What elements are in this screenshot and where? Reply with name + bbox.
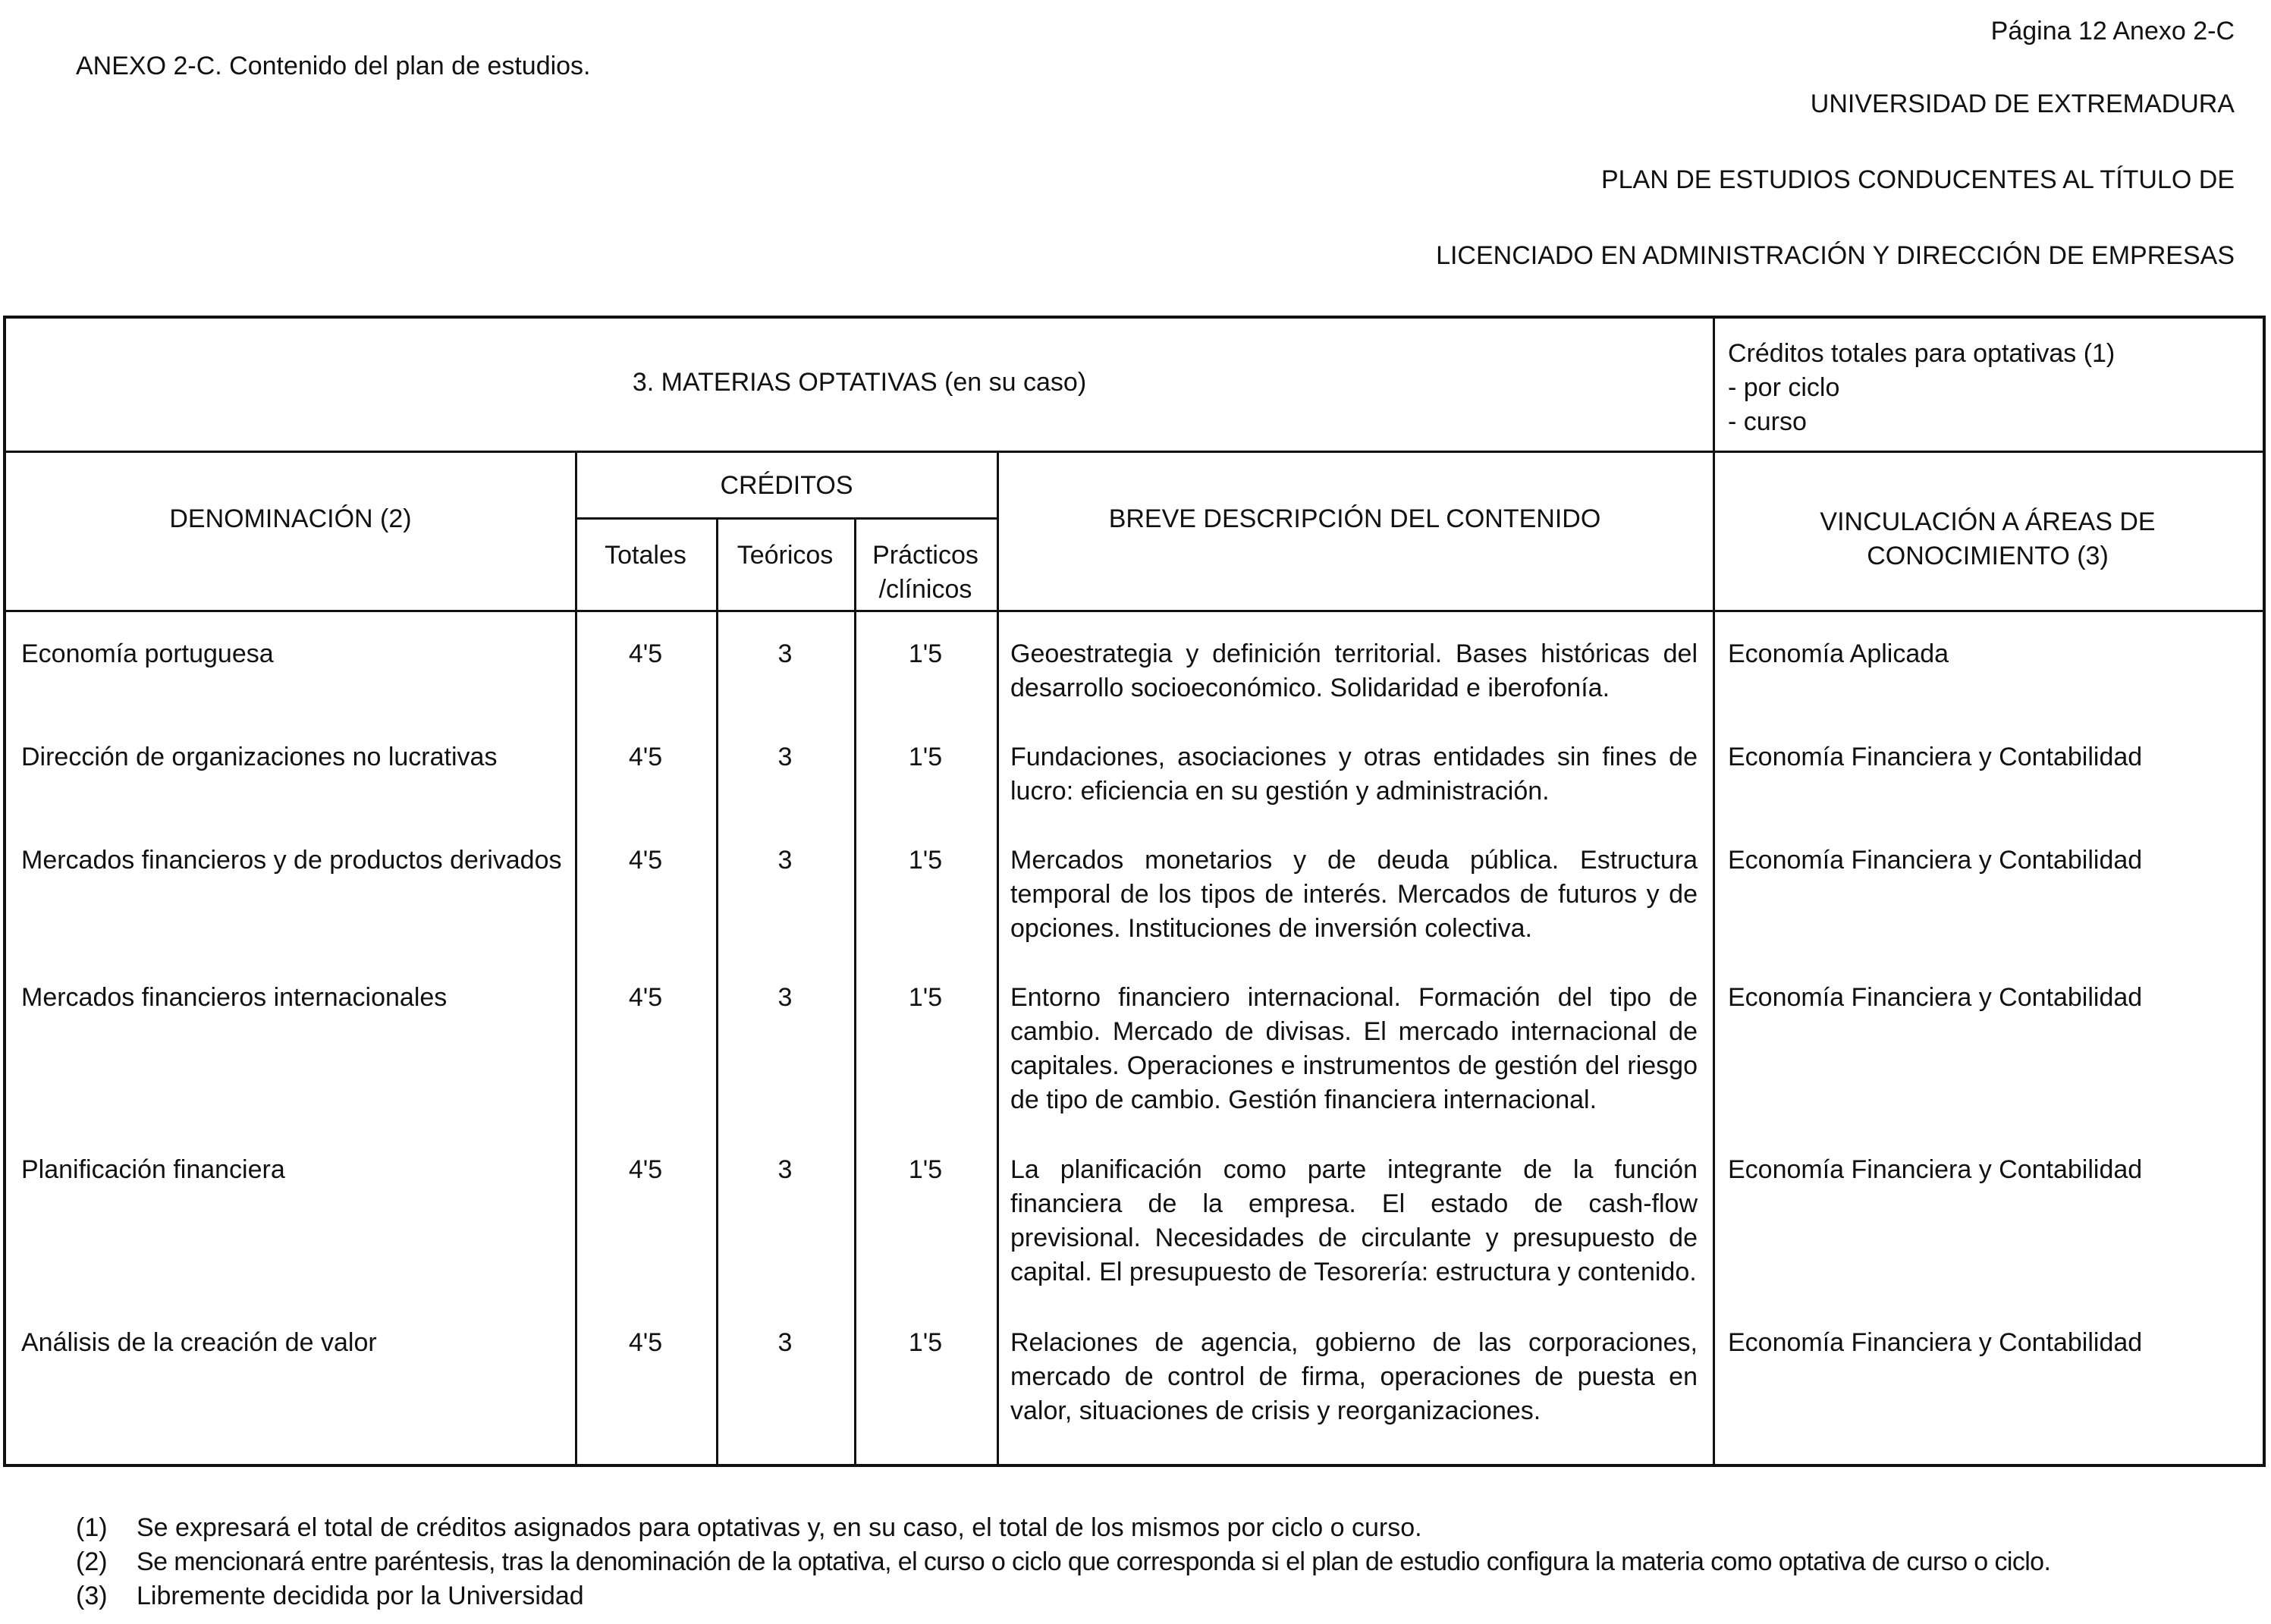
rule-col-totales	[575, 451, 577, 1464]
credits-box-line1: Créditos totales para optativas (1)	[1728, 339, 2116, 368]
row-descripcion: Entorno financiero internacional. Formación del tipo de cambio. Mercado de divisas. El mercado internacional de capitales. Operaciones e instrumentos de gestión del riesgo de tipo de cambio. Gestión financiera internacional.	[1010, 983, 1698, 1114]
row-teoricos: 3	[777, 1328, 793, 1357]
page-label: Página 12 Anexo 2-C	[1990, 17, 2235, 46]
row-denominacion: Dirección de organizaciones no lucrativas	[21, 743, 498, 771]
col-descripcion: BREVE DESCRIPCIÓN DEL CONTENIDO	[1108, 504, 1601, 533]
credits-box-line3: - curso	[1728, 407, 1807, 436]
section-title: 3. MATERIAS OPTATIVAS (en su caso)	[632, 368, 1087, 397]
row-area: Economía Financiera y Contabilidad	[1728, 743, 2143, 771]
col-totales: Totales	[605, 541, 686, 570]
col-teoricos: Teóricos	[737, 541, 834, 570]
footnote-num: (2)	[76, 1547, 108, 1576]
row-descripcion: Fundaciones, asociaciones y otras entidades sin fines de lucro: eficiencia en su gestión y administración.	[1010, 743, 1698, 806]
credits-box-line2: - por ciclo	[1728, 373, 1840, 402]
row-teoricos: 3	[777, 743, 793, 771]
row-descripcion: Mercados monetarios y de deuda pública. Estructura temporal de los tipos de interés. Mercados de futuros y de opciones. Instituciones de inversión colectiva.	[1010, 846, 1698, 943]
col-vinculacion-2: CONOCIMIENTO (3)	[1867, 542, 2109, 570]
rule-creditos-sub	[575, 517, 998, 520]
row-totales: 4'5	[628, 983, 663, 1012]
col-creditos: CRÉDITOS	[720, 471, 853, 500]
footnote-text: Se expresará el total de créditos asignados para optativas y, en su caso, el total de los mismos por ciclo o curso.	[137, 1513, 1422, 1542]
row-teoricos: 3	[777, 983, 793, 1012]
rule-col-area	[1713, 319, 1715, 1464]
row-area: Economía Financiera y Contabilidad	[1728, 846, 2143, 875]
row-practicos: 1'5	[908, 983, 943, 1012]
row-descripcion: La planificación como parte integrante de la función financiera de la empresa. El estado de cash-flow previsional. Necesidades de circulante y presupuesto de capital. El presupuesto de Tesorería: estructura y contenido.	[1010, 1155, 1698, 1286]
row-totales: 4'5	[628, 639, 663, 668]
annex-title: ANEXO 2-C. Contenido del plan de estudios.	[76, 52, 591, 80]
row-teoricos: 3	[777, 846, 793, 875]
row-denominacion: Mercados financieros internacionales	[21, 983, 448, 1012]
row-practicos: 1'5	[908, 846, 943, 875]
row-practicos: 1'5	[908, 743, 943, 771]
col-vinculacion-1: VINCULACIÓN A ÁREAS DE	[1820, 507, 2156, 536]
university-name: UNIVERSIDAD DE EXTREMADURA	[1810, 90, 2235, 118]
footnote-num: (1)	[76, 1513, 108, 1542]
footnote-text: Libremente decidida por la Universidad	[137, 1582, 584, 1610]
footnote-text: Se mencionará entre paréntesis, tras la denominación de la optativa, el curso o ciclo que corresponda si el plan de estudio configura la materia como optativa de curso o ciclo.	[137, 1547, 2051, 1576]
row-totales: 4'5	[628, 846, 663, 875]
row-teoricos: 3	[777, 1155, 793, 1184]
row-descripcion: Relaciones de agencia, gobierno de las corporaciones, mercado de control de firma, operaciones de puesta en valor, situaciones de crisis y reorganizaciones.	[1010, 1328, 1698, 1425]
row-area: Economía Financiera y Contabilidad	[1728, 1155, 2143, 1184]
row-practicos: 1'5	[908, 1328, 943, 1357]
row-practicos: 1'5	[908, 639, 943, 668]
row-descripcion: Geoestrategia y definición territorial. Bases históricas del desarrollo socioeconómico. Solidaridad e iberofonía.	[1010, 639, 1698, 702]
row-teoricos: 3	[777, 639, 793, 668]
degree-line: LICENCIADO EN ADMINISTRACIÓN Y DIRECCIÓN DE EMPRESAS	[1436, 241, 2235, 270]
row-denominacion: Planificación financiera	[21, 1155, 285, 1184]
rule-section-bottom	[6, 451, 2263, 453]
rule-col-desc	[997, 451, 999, 1464]
row-denominacion: Mercados financieros y de productos derivados	[21, 846, 562, 875]
col-denominacion: DENOMINACIÓN (2)	[169, 504, 412, 533]
row-denominacion: Economía portuguesa	[21, 639, 274, 668]
rule-header-bottom	[6, 610, 2263, 612]
plan-line: PLAN DE ESTUDIOS CONDUCENTES AL TÍTULO DE	[1600, 165, 2235, 194]
footnote-num: (3)	[76, 1582, 108, 1610]
optional-subjects-table	[3, 316, 2266, 1467]
row-totales: 4'5	[628, 1155, 663, 1184]
row-area: Economía Financiera y Contabilidad	[1728, 983, 2143, 1012]
col-practicos-1: Prácticos	[872, 541, 978, 570]
row-area: Economía Financiera y Contabilidad	[1728, 1328, 2143, 1357]
row-totales: 4'5	[628, 1328, 663, 1357]
row-practicos: 1'5	[908, 1155, 943, 1184]
row-denominacion: Análisis de la creación de valor	[21, 1328, 377, 1357]
col-practicos-2: /clínicos	[878, 575, 972, 604]
row-area: Economía Aplicada	[1728, 639, 1949, 668]
row-totales: 4'5	[628, 743, 663, 771]
